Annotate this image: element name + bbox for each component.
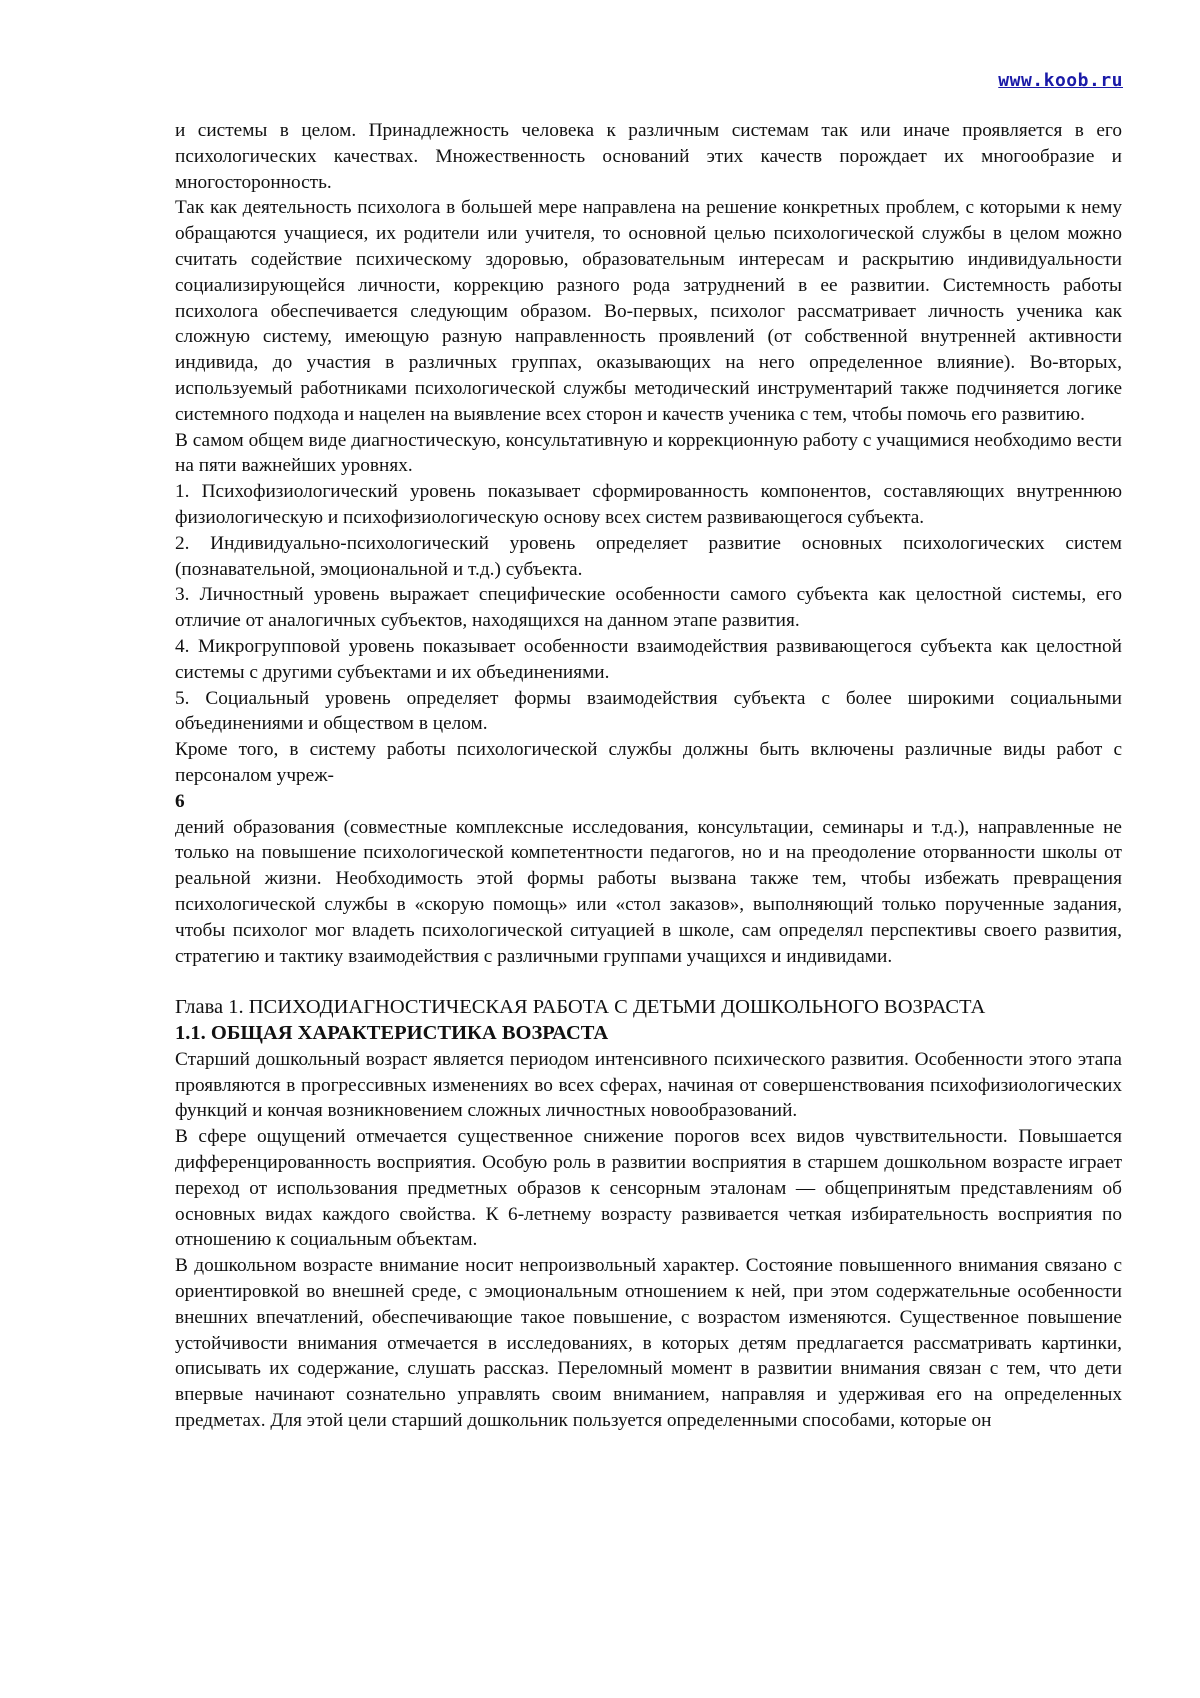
list-item-level-2: 2. Индивидуально-психологический уровень определяет развитие основных психологических систем (познавательной, эмоциональной и т.д.) субъекта. xyxy=(175,531,1122,583)
paragraph-attention: В дошкольном возрасте внимание носит непроизвольный характер. Состояние повышенного внимания связано с ориентировкой во внешней среде, с эмоциональным отношением к ней, при этом содержательные особенности внешних впечатлений, обеспечивающие такое повышение, с возрастом изменяются. Существенное повышение устойчивости внимания отмечается в исследованиях, в которых детям предлагается рассматривать картинки, описывать их содержание, слушать рассказ. Переломный момент в развитии внимания связан с тем, что дети впервые начинают сознательно управлять своим вниманием, направляя и удерживая его на определенных предметах. Для этой цели старший дошкольник пользуется определенными способами, которые он xyxy=(175,1253,1122,1434)
list-item-level-1: 1. Психофизиологический уровень показывает сформированность компонентов, составляющих внутреннюю физиологическую и психофизиологическую основу всех систем развивающегося субъекта. xyxy=(175,479,1122,531)
paragraph-age-overview: Старший дошкольный возраст является периодом интенсивного психического развития. Особенности этого этапа проявляются в прогрессивных изменениях во всех сферах, начиная от совершенствования психофизиологических функций и кончая возникновением сложных личностных новообразований. xyxy=(175,1047,1122,1124)
chapter-title: Глава 1. ПСИХОДИАГНОСТИЧЕСКАЯ РАБОТА С ДЕТЬМИ ДОШКОЛЬНОГО ВОЗРАСТА xyxy=(175,995,1122,1021)
document-body xyxy=(175,118,1122,1434)
list-item-level-3: 3. Личностный уровень выражает специфические особенности самого субъекта как целостной системы, его отличие от аналогичных субъектов, находящихся на данном этапе развития. xyxy=(175,582,1122,634)
list-item-level-5: 5. Социальный уровень определяет формы взаимодействия субъекта с более широкими социальными объединениями и обществом в целом. xyxy=(175,686,1122,738)
paragraph-levels-intro: В самом общем виде диагностическую, консультативную и коррекционную работу с учащимися необходимо вести на пяти важнейших уровнях. xyxy=(175,428,1122,480)
paragraph-staff-work-continued: дений образования (совместные комплексные исследования, консультации, семинары и т.д.), направленные не только на повышение психологической компетентности педагогов, но и на преодоление оторванности школы от реальной жизни. Необходимость этой формы работы вызвана также тем, чтобы избежать превращения психологической службы в «скорую помощь» или «стол заказов», выполняющий только порученные задания, чтобы психолог мог владеть психологической ситуацией в школе, сам определял перспективы своего развития, стратегию и тактику взаимодействия с различными группами учащихся и индивидами. xyxy=(175,815,1122,970)
page-number: 6 xyxy=(175,789,1122,815)
paragraph-staff-work: Кроме того, в систему работы психологической службы должны быть включены различные виды работ с персоналом учреж- xyxy=(175,737,1122,789)
paragraph-psychologist-activity: Так как деятельность психолога в большей мере направлена на решение конкретных проблем, с которыми к нему обращаются учащиеся, их родители или учителя, то основной целью психологической службы в целом можно считать содействие психическому здоровью, образовательным интересам и раскрытию индивидуальности социализирующейся личности, коррекцию разного рода затруднений в ее развитии. Системность работы психолога обеспечивается следующим образом. Во-первых, психолог рассматривает личность ученика как сложную систему, имеющую разную направленность проявлений (от собственной внутренней активности индивида, до участия в различных группах, оказывающих на него определенное влияние). Во-вторых, используемый работниками психологической службы методический инструментарий также подчиняется логике системного подхода и нацелен на выявление всех сторон и качеств ученика с тем, чтобы помочь его развитию. xyxy=(175,195,1122,427)
paragraph-systems: и системы в целом. Принадлежность человека к различным системам так или иначе проявляется в его психологических качествах. Множественность оснований этих качеств порождает их многообразие и многосторонность. xyxy=(175,118,1122,195)
section-title: 1.1. ОБЩАЯ ХАРАКТЕРИСТИКА ВОЗРАСТА xyxy=(175,1021,1122,1047)
list-item-level-4: 4. Микрогрупповой уровень показывает особенности взаимодействия развивающегося субъекта как целостной системы с другими субъектами и их объединениями. xyxy=(175,634,1122,686)
paragraph-perception: В сфере ощущений отмечается существенное снижение порогов всех видов чувствительности. Повышается дифференцированность восприятия. Особую роль в развитии восприятия в старшем дошкольном возрасте играет переход от использования предметных образов к сенсорным эталонам — общепринятым представлениям об основных видах каждого свойства. К 6-летнему возрасту развивается четкая избирательность восприятия по отношению к социальным объектам. xyxy=(175,1124,1122,1253)
site-link[interactable]: www.koob.ru xyxy=(998,70,1123,91)
